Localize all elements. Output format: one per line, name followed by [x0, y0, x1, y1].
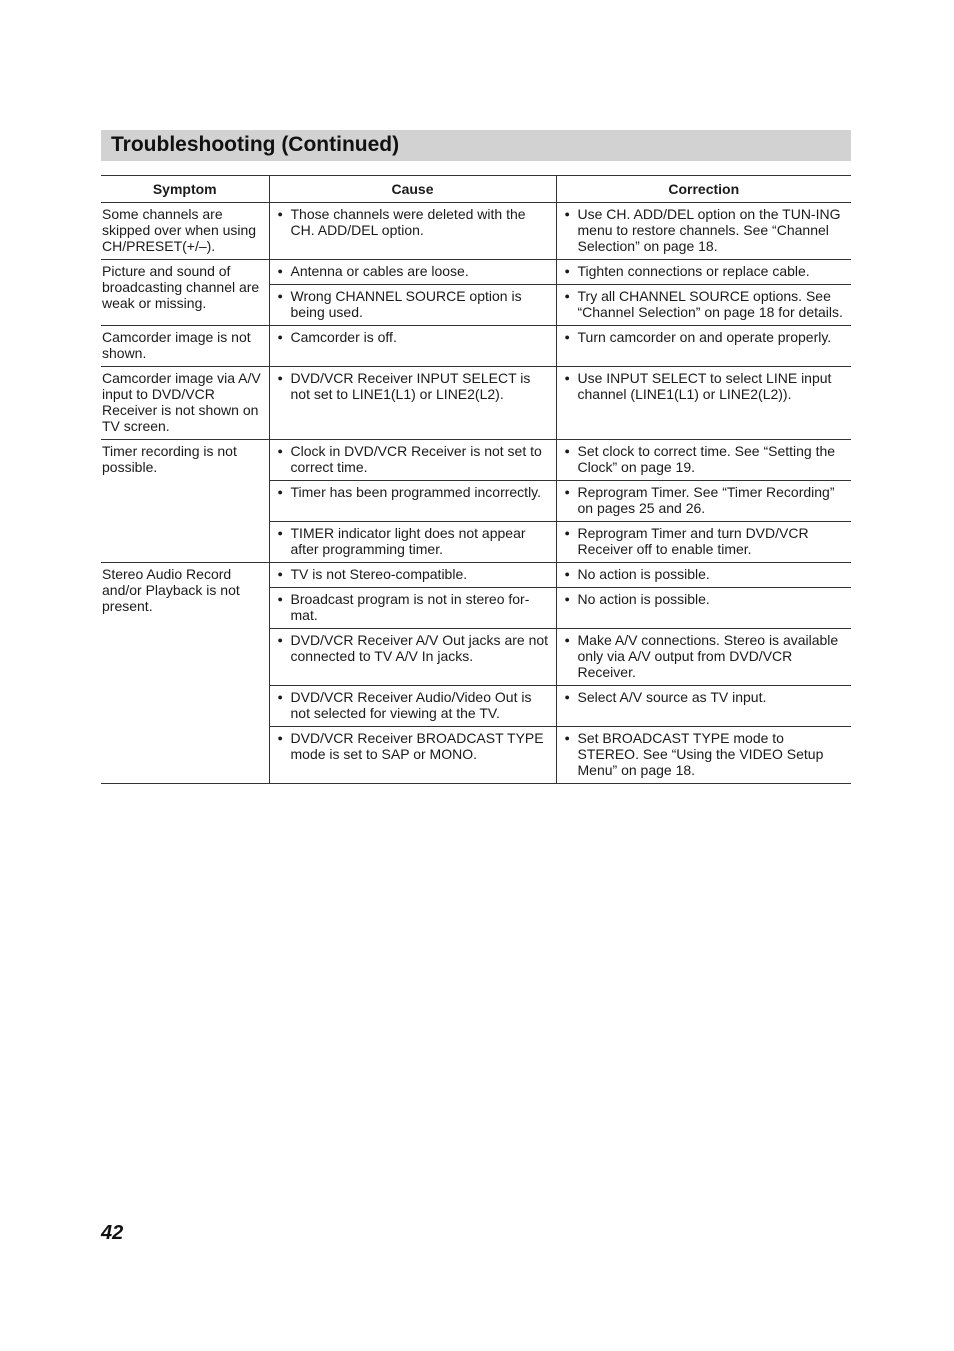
cause-text: Camcorder is off.: [290, 329, 397, 345]
cause-text: Timer has been programmed incorrectly.: [290, 484, 542, 500]
bullet-item: [565, 443, 848, 475]
cause-cell: [269, 727, 556, 784]
section-title-bar: [101, 130, 851, 161]
correction-cell: [556, 522, 851, 563]
table-body: [101, 203, 851, 784]
bullet-icon: ●: [277, 291, 283, 301]
bullet-icon: ●: [277, 692, 283, 702]
cause-text: DVD/VCR Receiver A/V Out jacks are not connected to TV A/V In jacks.: [290, 632, 549, 664]
bullet-item: [278, 730, 552, 762]
cause-cell: [269, 522, 556, 563]
page-title: Troubleshooting (Continued): [111, 133, 400, 156]
bullet-item: [278, 206, 552, 238]
cause-text: Wrong CHANNEL SOURCE option is being used.: [290, 288, 522, 320]
table-row: [101, 440, 851, 481]
correction-cell: [556, 481, 851, 522]
bullet-icon: ●: [277, 594, 283, 604]
bullet-item: [565, 689, 848, 705]
bullet-icon: ●: [564, 635, 570, 645]
cause-cell: [269, 629, 556, 686]
cause-text: Antenna or cables are loose.: [290, 263, 469, 279]
correction-text: Turn camcorder on and operate properly.: [577, 329, 832, 345]
column-header-cause: Cause: [269, 176, 556, 203]
bullet-item: [278, 484, 552, 500]
bullet-item: [278, 288, 552, 320]
bullet-icon: ●: [277, 569, 283, 579]
bullet-item: [565, 632, 848, 680]
cause-text: Clock in DVD/VCR Receiver is not set to correct time.: [290, 443, 542, 475]
table-row: [101, 203, 851, 260]
correction-cell: [556, 686, 851, 727]
bullet-icon: ●: [564, 446, 570, 456]
cause-text: TIMER indicator light does not appear after programming timer.: [290, 525, 526, 557]
cause-text: Broadcast program is not in stereo for-mat.: [290, 591, 530, 623]
correction-cell: [556, 285, 851, 326]
bullet-icon: ●: [564, 332, 570, 342]
correction-text: Tighten connections or replace cable.: [577, 263, 810, 279]
cause-text: DVD/VCR Receiver BROADCAST TYPE mode is set to SAP or MONO.: [290, 730, 544, 762]
correction-text: Set clock to correct time. See “Setting the Clock” on page 19.: [577, 443, 836, 475]
correction-text: Use CH. ADD/DEL option on the TUN-ING menu to restore channels. See “Channel Selection” on page 18.: [577, 206, 841, 254]
bullet-icon: ●: [564, 528, 570, 538]
bullet-icon: ●: [277, 446, 283, 456]
correction-cell: [556, 563, 851, 588]
bullet-icon: ●: [564, 692, 570, 702]
bullet-item: [565, 525, 848, 557]
column-header-correction: Correction: [556, 176, 851, 203]
correction-text: Try all CHANNEL SOURCE options. See “Channel Selection” on page 18 for details.: [577, 288, 843, 320]
bullet-icon: ●: [564, 594, 570, 604]
correction-text: No action is possible.: [577, 591, 710, 607]
bullet-icon: ●: [277, 635, 283, 645]
bullet-icon: ●: [564, 209, 570, 219]
bullet-item: [565, 288, 848, 320]
correction-text: Set BROADCAST TYPE mode to STEREO. See “Using the VIDEO Setup Menu” on page 18.: [577, 730, 824, 778]
cause-cell: [269, 588, 556, 629]
cause-cell: [269, 686, 556, 727]
cause-cell: [269, 481, 556, 522]
cause-cell: [269, 260, 556, 285]
bullet-icon: ●: [564, 733, 570, 743]
column-header-symptom: Symptom: [101, 176, 269, 203]
cause-text: DVD/VCR Receiver INPUT SELECT is not set to LINE1(L1) or LINE2(L2).: [290, 370, 531, 402]
cause-cell: [269, 203, 556, 260]
bullet-icon: ●: [564, 373, 570, 383]
cause-cell: [269, 440, 556, 481]
table-row: [101, 563, 851, 588]
bullet-item: [565, 263, 848, 279]
correction-text: Reprogram Timer and turn DVD/VCR Receiver off to enable timer.: [577, 525, 809, 557]
page-number: 42: [101, 1222, 124, 1244]
correction-text: Use INPUT SELECT to select LINE input channel (LINE1(L1) or LINE2(L2)).: [577, 370, 832, 402]
correction-cell: [556, 326, 851, 367]
cause-cell: [269, 285, 556, 326]
troubleshooting-table: [101, 175, 851, 784]
bullet-item: [278, 263, 552, 279]
cause-text: DVD/VCR Receiver Audio/Video Out is not selected for viewing at the TV.: [290, 689, 532, 721]
cause-cell: [269, 563, 556, 588]
bullet-icon: ●: [564, 487, 570, 497]
bullet-icon: ●: [564, 291, 570, 301]
correction-text: Select A/V source as TV input.: [577, 689, 767, 705]
symptom-cell: Camcorder image via A/V input to DVD/VCR Receiver is not shown on TV screen.: [101, 367, 269, 440]
symptom-cell: Stereo Audio Record and/or Playback is not present.: [101, 563, 269, 784]
correction-cell: [556, 440, 851, 481]
bullet-item: [565, 730, 848, 778]
correction-text: No action is possible.: [577, 566, 710, 582]
symptom-cell: Timer recording is not possible.: [101, 440, 269, 563]
correction-cell: [556, 260, 851, 285]
correction-cell: [556, 629, 851, 686]
correction-text: Reprogram Timer. See “Timer Recording” on pages 25 and 26.: [577, 484, 835, 516]
bullet-icon: ●: [277, 209, 283, 219]
correction-cell: [556, 367, 851, 440]
bullet-item: [565, 206, 848, 254]
bullet-icon: ●: [277, 487, 283, 497]
correction-cell: [556, 727, 851, 784]
bullet-item: [278, 370, 552, 402]
cause-cell: [269, 326, 556, 367]
cause-text: Those channels were deleted with the CH. ADD/DEL option.: [290, 206, 526, 238]
bullet-item: [278, 632, 552, 664]
symptom-cell: Some channels are skipped over when using CH/PRESET(+/–).: [101, 203, 269, 260]
bullet-item: [278, 525, 552, 557]
bullet-icon: ●: [564, 266, 570, 276]
correction-text: Make A/V connections. Stereo is available only via A/V output from DVD/VCR Receiver.: [577, 632, 839, 680]
bullet-item: [565, 329, 848, 345]
correction-cell: [556, 588, 851, 629]
bullet-item: [565, 484, 848, 516]
table-row: [101, 260, 851, 285]
bullet-icon: ●: [277, 733, 283, 743]
bullet-item: [565, 591, 848, 607]
bullet-icon: ●: [277, 373, 283, 383]
symptom-cell: Picture and sound of broadcasting channel are weak or missing.: [101, 260, 269, 326]
cause-text: TV is not Stereo-compatible.: [290, 566, 468, 582]
symptom-cell: Camcorder image is not shown.: [101, 326, 269, 367]
bullet-icon: ●: [277, 528, 283, 538]
table-row: [101, 326, 851, 367]
bullet-item: [278, 443, 552, 475]
bullet-item: [278, 591, 552, 623]
bullet-item: [565, 370, 848, 402]
correction-cell: [556, 203, 851, 260]
bullet-item: [565, 566, 848, 582]
bullet-item: [278, 689, 552, 721]
bullet-icon: ●: [277, 332, 283, 342]
bullet-icon: ●: [277, 266, 283, 276]
bullet-item: [278, 566, 552, 582]
cause-cell: [269, 367, 556, 440]
bullet-item: [278, 329, 552, 345]
table-row: [101, 367, 851, 440]
bullet-icon: ●: [564, 569, 570, 579]
table-header-row: [101, 176, 851, 203]
